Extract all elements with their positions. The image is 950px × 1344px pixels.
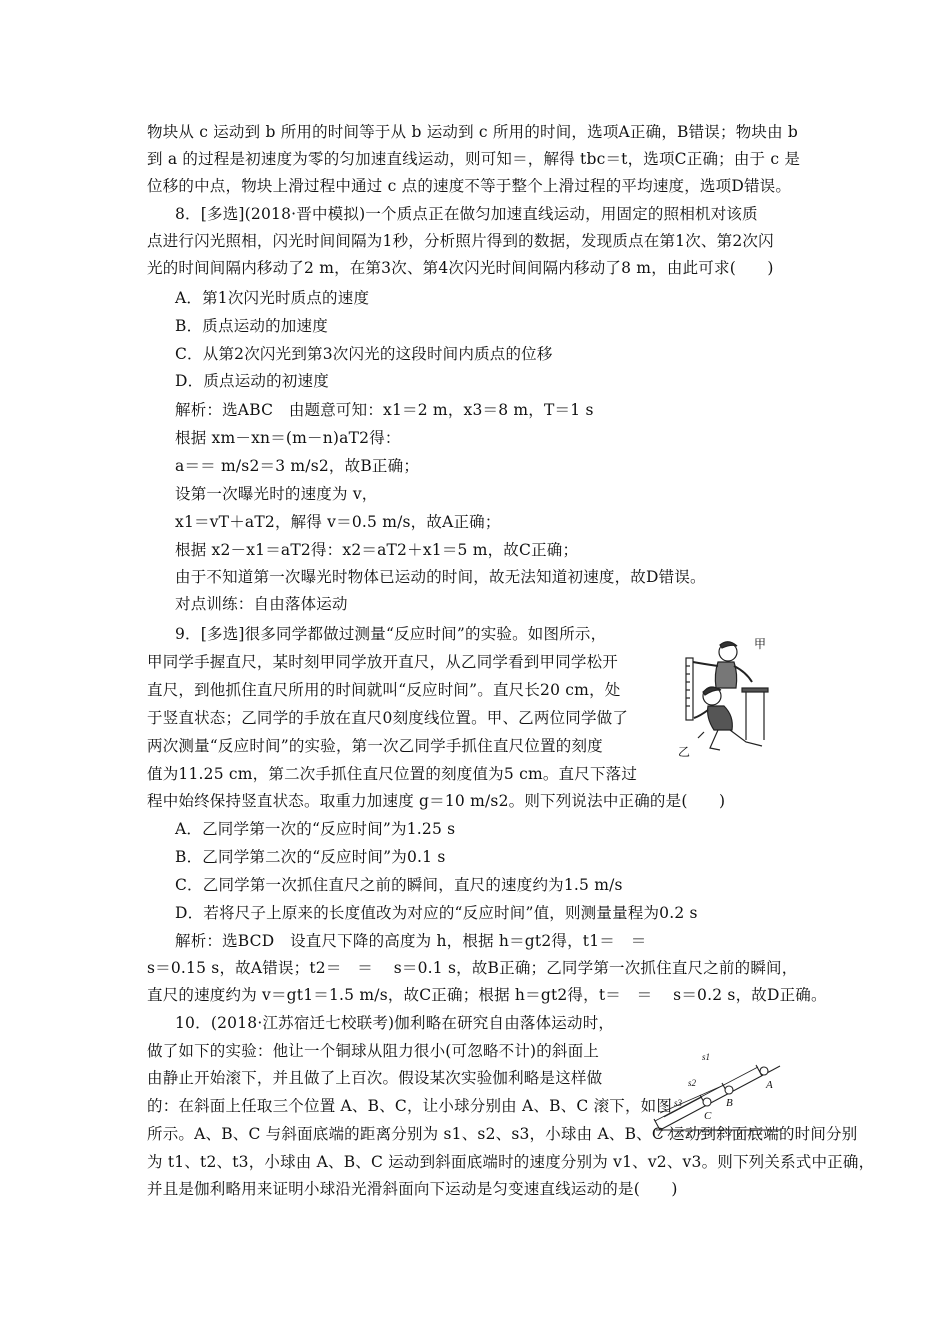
text-line: B．乙同学第二次的“反应时间”为0.1 s (175, 848, 446, 866)
label-s1: s1 (702, 1052, 711, 1062)
text-line: 光的时间间隔内移动了2 m，在第3次、第4次闪光时间间隔内移动了8 m，由此可求( ) (147, 259, 774, 277)
text-line: A．乙同学第一次的“反应时间”为1.25 s (175, 820, 456, 838)
table (742, 688, 768, 692)
text-line: 解析：选ABC 由题意可知：x1＝2 m，x3＝8 m，T＝1 s (175, 401, 594, 419)
section-heading: 对点训练：自由落体运动 (175, 595, 348, 613)
ruler (686, 658, 693, 720)
label-s2: s2 (688, 1078, 697, 1088)
text-line: 做了如下的实验：他让一个铜球从阻力很小(可忽略不计)的斜面上 (147, 1042, 600, 1060)
text-line: 根据 x2－x1＝aT2得：x2＝aT2＋x1＝5 m，故C正确； (175, 541, 579, 559)
text-line: s＝0.15 s，故A错误；t2＝ ＝ s＝0.1 s，故B正确；乙同学第一次抓住直尺之前的瞬间， (147, 959, 798, 977)
text-line: 由于不知道第一次曝光时物体已运动的时间，故无法知道初速度，故D错误。 (175, 568, 706, 586)
label-yi: 乙 (678, 745, 691, 759)
text-line: 设第一次曝光时的速度为 v， (175, 485, 378, 503)
text-line: 值为11.25 cm，第二次手抓住直尺位置的刻度值为5 cm。直尺下落过 (147, 765, 638, 783)
label-s3: s3 (674, 1098, 683, 1108)
text-line: 程中始终保持竖直状态。取重力加速度 g＝10 m/s2。则下列说法中正确的是( ) (147, 792, 726, 810)
text-line: 于竖直状态；乙同学的手放在直尺0刻度线位置。甲、乙两位同学做了 (147, 709, 629, 727)
inclined-plane-figure (652, 1030, 792, 1146)
text-line: B．质点运动的加速度 (175, 317, 328, 335)
text-line: x1＝vT＋aT2，解得 v＝0.5 m/s，故A正确； (175, 513, 501, 531)
text-line: D．质点运动的初速度 (175, 372, 329, 390)
text-line: 的：在斜面上任取三个位置 A、B、C，让小球分别由 A、B、C 滚下，如图 (147, 1097, 673, 1115)
label-jia: 甲 (754, 637, 767, 651)
text-line: 由静止开始滚下，并且做了上百次。假设某次实验伽利略是这样做 (147, 1069, 603, 1087)
text-line: a＝＝ m/s2＝3 m/s2，故B正确； (175, 457, 420, 475)
text-line: 位移的中点，物块上滑过程中通过 c 点的速度不等于整个上滑过程的平均速度，选项D错误。 (147, 177, 792, 195)
label-A: A (766, 1079, 773, 1091)
ball-A (760, 1067, 768, 1075)
text-line: 到 a 的过程是初速度为零的匀加速直线运动，则可知＝，解得 tbc＝t，选项C正确；由于 c 是 (147, 150, 801, 168)
student-jia-body (715, 662, 736, 688)
text-line: 8．[多选](2018·晋中模拟)一个质点正在做匀加速直线运动，用固定的照相机对该质 (175, 205, 758, 223)
ball-B (725, 1086, 733, 1094)
text-line: 点进行闪光照相，闪光时间间隔为1秒，分析照片得到的数据，发现质点在第1次、第2次闪 (147, 232, 774, 250)
label-B: B (726, 1097, 733, 1109)
text-line: C．乙同学第一次抓住直尺之前的瞬间，直尺的速度约为1.5 m/s (175, 876, 623, 894)
label-C: C (704, 1110, 712, 1122)
text-line: 10．(2018·江苏宿迁七校联考)伽利略在研究自由落体运动时， (175, 1014, 615, 1032)
text-line: 直尺的速度约为 v＝gt1＝1.5 m/s，故C正确；根据 h＝gt2得，t＝ ＝ s＝0.2 s，故D正确。 (147, 986, 827, 1004)
text-line: A．第1次闪光时质点的速度 (175, 289, 370, 307)
text-line: D．若将尺子上原来的长度值改为对应的“反应时间”值，则测量量程为0.2 s (175, 904, 698, 922)
text-line: 直尺，到他抓住直尺所用的时间就叫“反应时间”。直尺长20 cm，处 (147, 681, 621, 699)
text-line: 并且是伽利略用来证明小球沿光滑斜面向下运动是匀变速直线运动的是( ) (147, 1180, 678, 1198)
text-line: C．从第2次闪光到第3次闪光的这段时间内质点的位移 (175, 345, 553, 363)
text-line: 所示。A、B、C 与斜面底端的距离分别为 s1、s2、s3，小球由 A、B、C 运动到斜面底端的时间分别 (147, 1125, 858, 1143)
text-line: 根据 xm－xn＝(m－n)aT2得： (175, 429, 401, 447)
ball-C (703, 1098, 711, 1106)
text-line: 两次测量“反应时间”的实验，第一次乙同学手抓住直尺位置的刻度 (147, 737, 603, 755)
text-line: 物块从 c 运动到 b 所用的时间等于从 b 运动到 c 所用的时间，选项A正确，B错误；物块由 b (147, 123, 799, 141)
text-line: 解析：选BCD 设直尺下降的高度为 h，根据 h＝gt2得，t1＝ ＝ (175, 932, 647, 950)
text-line: 甲同学手握直尺，某时刻甲同学放开直尺，从乙同学看到甲同学松开 (147, 653, 619, 671)
reaction-time-figure (676, 632, 772, 760)
text-line: 9．[多选]很多同学都做过测量“反应时间”的实验。如图所示， (175, 625, 607, 643)
text-line: 为 t1、t2、t3，小球由 A、B、C 运动到斜面底端时的速度分别为 v1、v2、v3。则下列关系式中正确， (147, 1153, 875, 1171)
student-yi-body (708, 706, 733, 730)
